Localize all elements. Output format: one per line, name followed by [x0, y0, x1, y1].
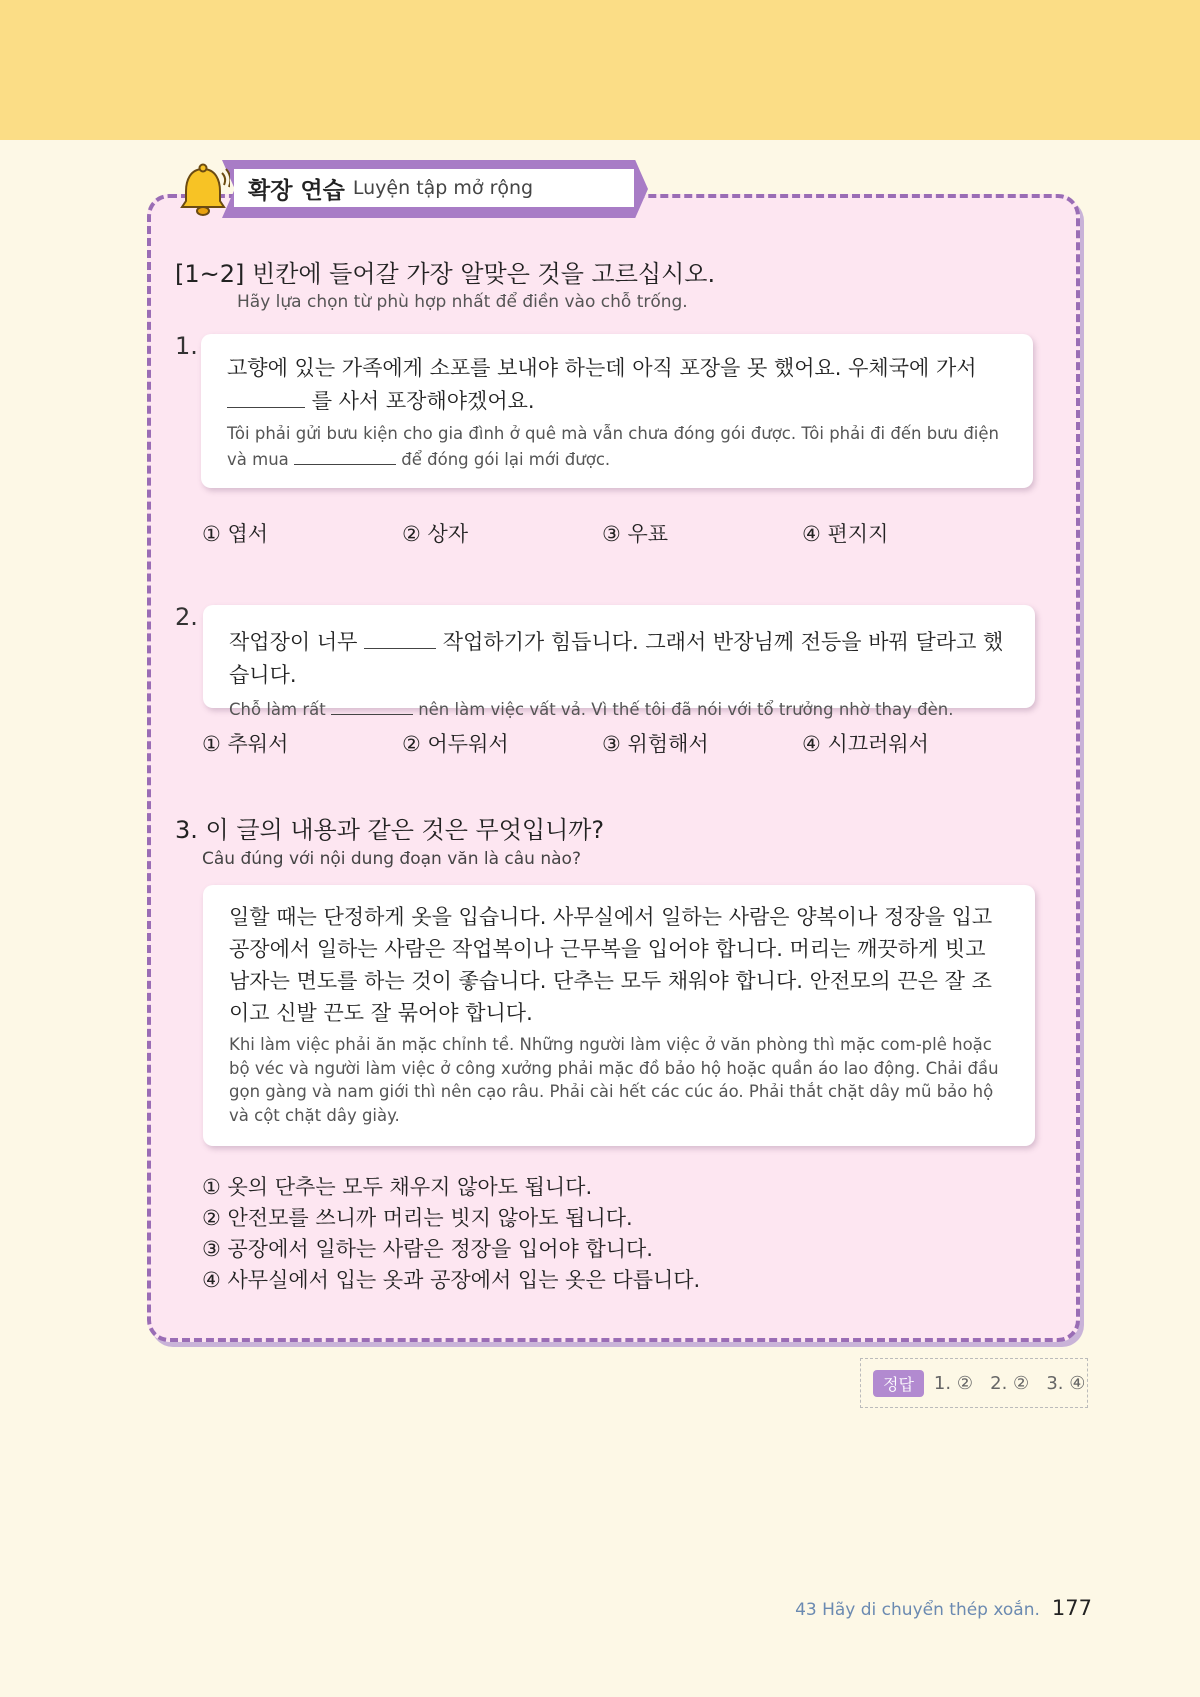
question-1-vi-blank: [294, 446, 396, 465]
question-1-text-vi: [227, 422, 1009, 472]
banner-label: [234, 169, 634, 207]
question-3-passage-ko: 일할 때는 단정하게 옷을 입습니다. 사무실에서 일하는 사람은 양복이나 정장을 입고 공장에서 일하는 사람은 작업복이나 근무복을 입어야 합니다. 머리는 깨끗하게 빗고 남자는 면도를 하는 것이 좋습니다. 단추는 모두 채워야 합니다. 안전모의 끈은 잘 조이고 신발 끈도 잘 묶어야 합니다.: [229, 905, 993, 1025]
question-1-number: 1.: [175, 332, 198, 360]
question-2-option-1[interactable]: ① 추워서: [202, 732, 289, 756]
question-1-ko-part-b: 를 사서 포장해야겠어요.: [311, 389, 535, 413]
question-1-vi-part-a: Tôi phải gửi bưu kiện cho gia đình ở quê mà vẫn chưa đóng gói được. Tôi phải đi đến bưu điện và mua: [227, 424, 999, 469]
question-2-text-ko: [229, 626, 1011, 692]
answer-tag: 정답: [873, 1370, 924, 1397]
question-2-vi-part-b: nên làm việc vất vả. Vì thế tôi đã nói với tổ trưởng nhờ thay đèn.: [418, 700, 954, 719]
bell-icon: [176, 163, 230, 219]
question-1-options: [202, 518, 1042, 548]
question-2-vi-blank: [331, 696, 413, 715]
question-1-option-2[interactable]: ② 상자: [402, 522, 469, 546]
page-footer: [795, 1596, 1092, 1620]
question-3-option-1[interactable]: ① 옷의 단추는 모두 채우지 않아도 됩니다.: [202, 1175, 593, 1199]
question-1-option-1[interactable]: ① 엽서: [202, 522, 269, 546]
question-2-card: [203, 605, 1035, 719]
question-1-vi-part-b: để đóng gói lại mới được.: [401, 450, 611, 469]
chapter-title: 43 Hãy di chuyển thép xoắn.: [795, 1600, 1040, 1620]
instruction-ko: [1~2] 빈칸에 들어갈 가장 알맞은 것을 고르십시오.: [175, 260, 716, 288]
question-3-options: [202, 1172, 700, 1296]
question-1-text-ko: [227, 352, 1009, 418]
question-1-option-3[interactable]: ③ 우표: [602, 522, 669, 546]
question-3-option-3[interactable]: ③ 공장에서 일하는 사람은 정장을 입어야 합니다.: [202, 1237, 653, 1261]
question-3-passage-card: [203, 885, 1035, 1146]
question-1-ko-part-a: 고향에 있는 가족에게 소포를 보내야 하는데 아직 포장을 못 했어요. 우체국에 가서: [227, 356, 977, 380]
instruction-vi: Hãy lựa chọn từ phù hợp nhất để điền vào chỗ trống.: [237, 292, 688, 312]
section-banner: [222, 160, 648, 218]
page-number: 177: [1051, 1596, 1092, 1620]
question-1-blank: [227, 389, 305, 408]
question-3-option-2[interactable]: ② 안전모를 쓰니까 머리는 빗지 않아도 됩니다.: [202, 1206, 633, 1230]
question-2-option-3[interactable]: ③ 위험해서: [602, 732, 709, 756]
banner-title-vi: Luyện tập mở rộng: [352, 177, 534, 199]
answer-text: 1. ② 2. ② 3. ④: [933, 1372, 1086, 1394]
question-2-option-2[interactable]: ② 어두워서: [402, 732, 509, 756]
question-2-ko-part-a: 작업장이 너무: [229, 630, 358, 654]
question-2-options: [202, 728, 1042, 758]
question-3-text-ko: 3. 이 글의 내용과 같은 것은 무엇입니까?: [175, 816, 605, 844]
question-1-option-4[interactable]: ④ 편지지: [802, 522, 889, 546]
question-2-text-vi: [229, 696, 1011, 722]
question-3-heading: [175, 810, 604, 869]
question-2-blank: [364, 630, 436, 649]
question-2-vi-part-a: Chỗ làm rất: [229, 700, 326, 719]
top-color-band: [0, 0, 1200, 140]
question-2-ko-part-b: 작업하기가 힘듭니다. 그래서 반장님께 전등을 바꿔 달라고 했습니다.: [229, 630, 1004, 687]
banner-title-ko: 확장 연습: [248, 177, 345, 204]
question-2-number: 2.: [175, 603, 198, 631]
question-3-text-vi: Câu đúng với nội dung đoạn văn là câu nào?: [202, 849, 581, 869]
question-3-option-4[interactable]: ④ 사무실에서 입는 옷과 공장에서 입는 옷은 다릅니다.: [202, 1268, 701, 1292]
question-1-card: [201, 334, 1033, 488]
instruction-1-2: [175, 254, 715, 312]
question-3-passage-vi: Khi làm việc phải ăn mặc chỉnh tề. Những người làm việc ở văn phòng thì mặc com-plê hoặc bộ véc và người làm việc ở công xưởng phải mặc đồ bảo hộ hoặc quần áo lao động. Chải đầu gọn gàng và nam giới thì nên cạo râu. Phải cài hết các cúc áo. Phải thắt chặt dây mũ bảo hộ và cột chặt dây giày.: [229, 1035, 999, 1125]
question-2-option-4[interactable]: ④ 시끄러워서: [802, 732, 929, 756]
answer-key-box: [860, 1358, 1088, 1408]
